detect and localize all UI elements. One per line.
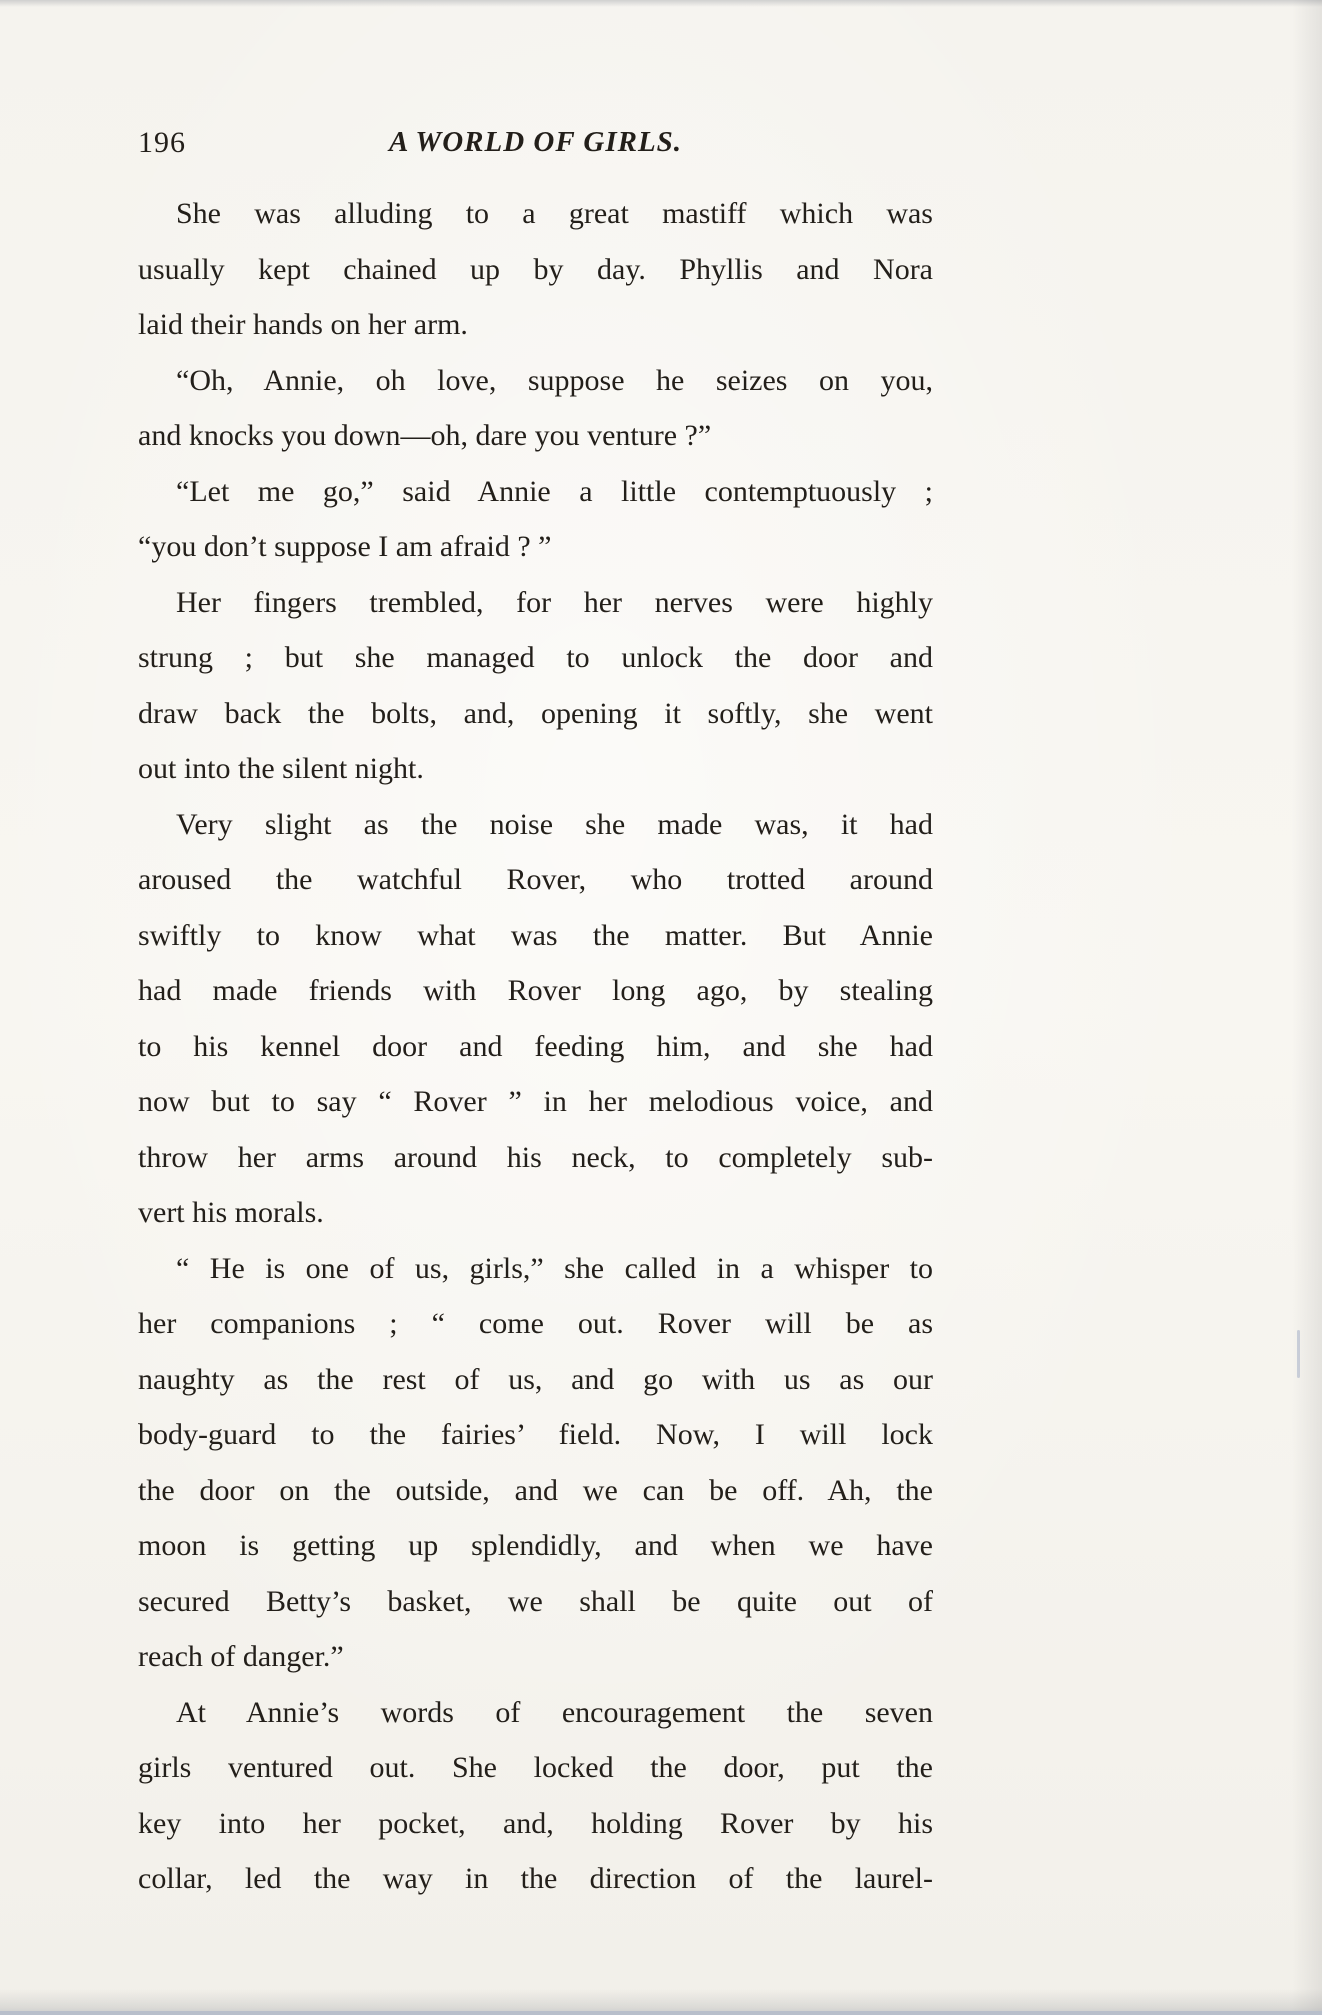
text-line: At Annie’s words of encouragement the seven [176,1695,933,1729]
text-line: moon is getting up splendidly, and when we have [138,1529,933,1562]
text-line: now but to say “ Rover ” in her melodious voice, and [138,1085,933,1118]
scan-gutter-shadow [1292,0,1322,2015]
text-line: out into the silent night. [138,752,424,785]
text-line: naughty as the rest of us, and go with us as our [138,1362,933,1396]
text-line: Her fingers trembled, for her nerves were highly [176,585,933,619]
text-line: “Oh, Annie, oh love, suppose he seizes on you, [176,363,933,397]
text-line: vert his morals. [138,1196,324,1229]
paragraph [138,797,933,1241]
paragraph [138,1241,933,1685]
text-line: “you don’t suppose I am afraid ? ” [138,530,552,563]
text-line: her companions ; “ come out. Rover will be as [138,1307,933,1340]
paragraph [138,464,933,575]
page-number: 196 [138,126,186,159]
text-line: to his kennel door and feeding him, and she had [138,1029,933,1063]
text-line: girls ventured out. She locked the door, put the [138,1751,933,1784]
text-line: Very slight as the noise she made was, it had [176,807,933,841]
paragraph [138,575,933,797]
paragraph [138,1685,933,1907]
text-line: aroused the watchful Rover, who trotted around [138,863,933,896]
text-line: swiftly to know what was the matter. But Annie [138,918,933,952]
scan-mark [1297,1330,1300,1378]
text-line: had made friends with Rover long ago, by stealing [138,974,933,1007]
scan-edge-bottom [0,1989,1322,2015]
text-line: reach of danger.” [138,1640,344,1673]
page-header [138,126,933,174]
text-line: the door on the outside, and we can be off. Ah, the [138,1473,933,1507]
text-line: key into her pocket, and, holding Rover by his [138,1806,933,1840]
text-line: strung ; but she managed to unlock the door and [138,641,933,674]
text-line: and knocks you down—oh, dare you venture ?” [138,419,712,452]
text-line: collar, led the way in the direction of the laurel- [138,1862,933,1895]
paragraph [138,353,933,464]
text-line: usually kept chained up by day. Phyllis and Nora [138,252,933,286]
text-line: “Let me go,” said Annie a little contemptuously ; [176,474,933,508]
text-line: throw her arms around his neck, to completely sub- [138,1140,933,1174]
paragraph [138,186,933,353]
scan-edge-top [0,0,1322,7]
scan-edge-bottom-line [0,2011,1322,2015]
text-line: “ He is one of us, girls,” she called in a whisper to [176,1251,933,1285]
text-line: secured Betty’s basket, we shall be quite out of [138,1584,933,1618]
page-body [138,186,933,1907]
text-line: draw back the bolts, and, opening it softly, she went [138,696,933,730]
text-line: She was alluding to a great mastiff which was [176,197,933,230]
text-line: laid their hands on her arm. [138,308,468,341]
running-title: A WORLD OF GIRLS. [388,126,683,158]
text-line: body-guard to the fairies’ field. Now, I will lock [138,1418,933,1451]
